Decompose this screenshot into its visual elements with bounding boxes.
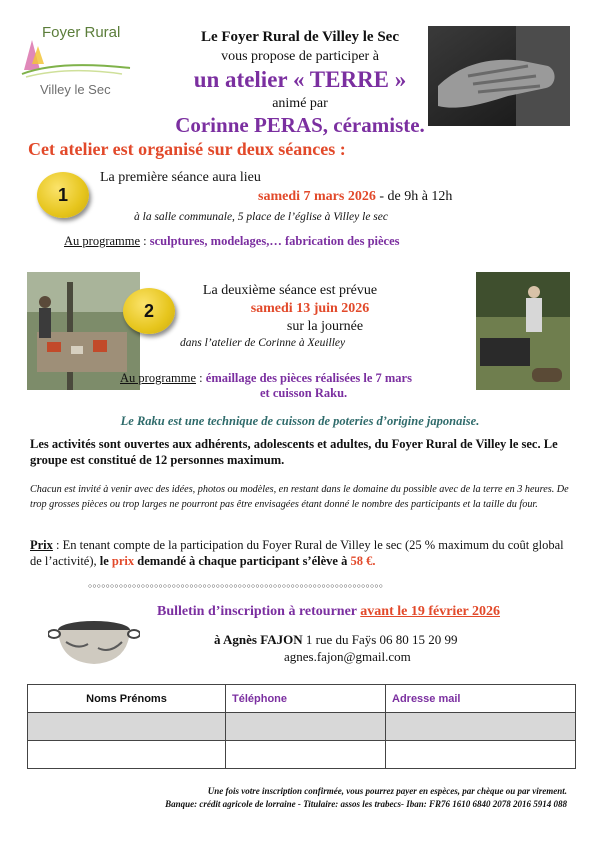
header-line2: vous propose de participer à: [221, 49, 379, 64]
session2-badge: 2: [123, 288, 175, 334]
session2-intro: La deuxième séance est prévue: [202, 283, 378, 298]
session2-program-sep: :: [196, 371, 206, 385]
bulletin-address-text: 1 rue du Faÿs 06 80 15 20 99: [302, 632, 458, 647]
session1-program-label: Au programme: [64, 234, 141, 248]
price-text2: demandé à chaque participant s’élève à: [134, 554, 351, 568]
bulletin-address: [214, 632, 458, 648]
bulletin-title-text: Bulletin d’inscription à retourner: [157, 604, 361, 619]
phone-cell[interactable]: [226, 713, 386, 741]
table-row: [28, 713, 576, 741]
bulletin-email: agnes.fajon@gmail.com: [284, 649, 411, 664]
session2-program-text1: émaillage des pièces réalisées le 7 mars: [205, 371, 412, 385]
header-sessions: Cet atelier est organisé sur deux séances :: [28, 139, 346, 159]
header-presenter: Corinne PERAS, céramiste.: [175, 113, 425, 137]
session2-program: [120, 371, 412, 386]
raku-firing-photo: [476, 272, 570, 390]
email-cell[interactable]: [386, 713, 576, 741]
price-amount: 58 €.: [350, 554, 376, 568]
bulletin-deadline: avant le 19 février 2026: [360, 604, 500, 619]
bulletin-title: [157, 604, 500, 620]
session1-program-sep: :: [140, 234, 150, 248]
price-text: [30, 537, 570, 569]
session2-place: dans l’atelier de Corinne à Xeuilley: [180, 337, 346, 349]
raku-note: Le Raku est une technique de cuisson de poteries d’origine japonaise.: [120, 414, 480, 428]
registration-table: [27, 684, 576, 769]
session1-time: - de 9h à 12h: [375, 189, 453, 204]
footer-line2: Banque: crédit agricole de lorraine - Titulaire: assos les trabecs- Iban: FR76 1610 6840 2078 2016 5914 088: [165, 799, 567, 809]
bulletin-to: à Agnès FAJON: [214, 632, 303, 647]
logo-line2: Villey le Sec: [40, 82, 111, 97]
invite-text: Chacun est invité à venir avec des idées, photos ou modèles, en restant dans le domaine du possible avec de la terre en 3 heures. De trop grosses pièces ou trop larges ne pourront pas être envisagées étant donné le nombre des participants et la taille du four.: [30, 484, 569, 510]
price-text1: : En tenant compte de la participation du Foyer Rural de Villey le sec (25 % maximum du coût global de l’activité),: [30, 538, 564, 568]
footer-line1: Une fois votre inscription confirmée, vous pourrez payer en espèces, par chèque ou par virement.: [207, 786, 567, 796]
session2-program-label: Au programme: [120, 371, 197, 385]
phone-cell[interactable]: [226, 741, 386, 769]
price-le: le: [99, 554, 112, 568]
header-line4: animé par: [272, 96, 328, 111]
name-cell[interactable]: [28, 713, 226, 741]
activities-text: Les activités sont ouvertes aux adhérents, adolescents et adultes, du Foyer Rural de Villey le sec. Le groupe est constitué de 12 personnes maximum.: [30, 437, 558, 467]
session1-place: à la salle communale, 5 place de l’église à Villey le sec: [134, 211, 388, 223]
logo-line1: Foyer Rural: [42, 24, 121, 41]
bowl-photo: [48, 614, 140, 670]
price-label: Prix: [30, 538, 53, 552]
table-row: [28, 741, 576, 769]
session1-datetime: [258, 189, 452, 205]
name-cell[interactable]: [28, 741, 226, 769]
header-title: un atelier « TERRE »: [193, 67, 407, 92]
header-line1: Le Foyer Rural de Villey le Sec: [200, 29, 400, 45]
session1-program-text: sculptures, modelages,… fabrication des pièces: [149, 234, 400, 248]
email-cell[interactable]: [386, 741, 576, 769]
session1-intro: La première séance aura lieu: [100, 170, 261, 185]
session1-program: [64, 234, 400, 249]
session2-when: sur la journée: [286, 319, 364, 334]
session2-program-text2: et cuisson Raku.: [260, 386, 348, 400]
header-email: Adresse mail: [386, 685, 576, 713]
separator: ○○○○○○○○○○○○○○○○○○○○○○○○○○○○○○○○○○○○○○○○○○○○○○○○○○○○○○○○○○○○○○○○○○○: [88, 583, 384, 590]
session1-badge: 1: [37, 172, 89, 218]
session1-date: samedi 7 mars 2026: [258, 189, 376, 204]
price-word: prix: [111, 554, 135, 568]
header-phone: Téléphone: [226, 685, 386, 713]
session2-date: samedi 13 juin 2026: [250, 301, 370, 316]
header-names: Noms Prénoms: [28, 685, 226, 713]
